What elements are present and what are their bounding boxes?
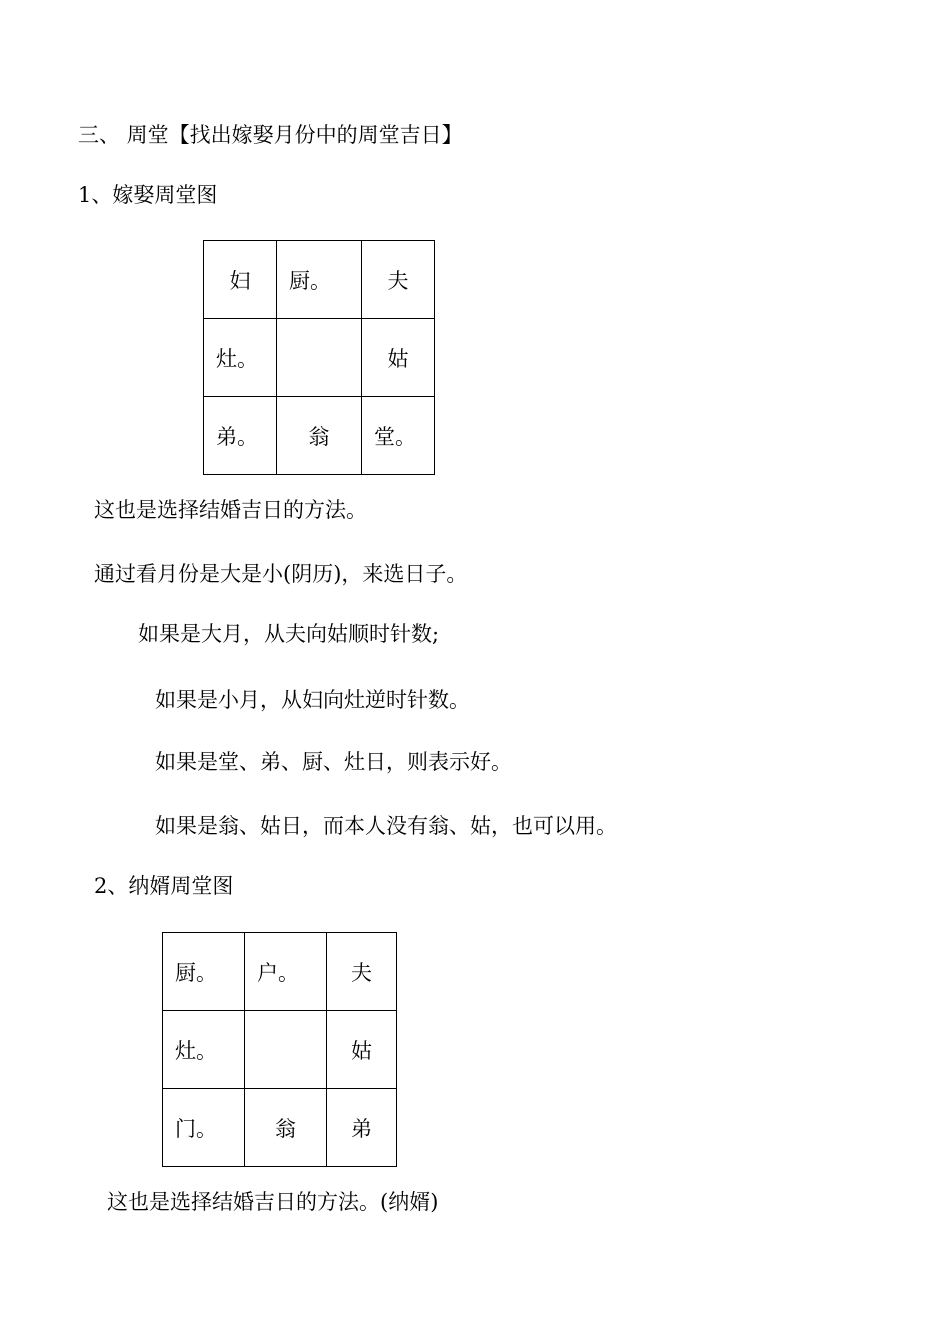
grid-row xyxy=(163,1089,397,1167)
part1-method: 通过看月份是大是小(阴历)，来选日子。 xyxy=(94,562,468,586)
rule-big-month: 如果是大月，从夫向姑顺时针数; xyxy=(138,622,440,646)
grid-cell: 厨。 xyxy=(277,241,362,319)
part2-note: 这也是选择结婚吉日的方法。(纳婿) xyxy=(107,1190,439,1214)
section-heading: 三、 周堂【找出嫁娶月份中的周堂吉日】 xyxy=(78,123,463,147)
grid-cell: 翁 xyxy=(277,397,362,475)
grid-cell: 门。 xyxy=(163,1089,245,1167)
part1-heading: 1、嫁娶周堂图 xyxy=(78,183,218,207)
grid-row xyxy=(163,933,397,1011)
grid-cell: 灶。 xyxy=(204,319,277,397)
grid-cell: 户。 xyxy=(245,933,327,1011)
marriage-zhoutang-grid xyxy=(203,240,435,475)
grid-cell: 姑 xyxy=(327,1011,397,1089)
grid-cell xyxy=(277,319,362,397)
grid-row xyxy=(163,1011,397,1089)
son-in-law-zhoutang-grid xyxy=(162,932,397,1167)
grid-cell: 弟。 xyxy=(204,397,277,475)
rule-acceptable-days: 如果是翁、姑日，而本人没有翁、姑，也可以用。 xyxy=(155,814,617,838)
grid-row xyxy=(204,319,435,397)
grid-cell: 夫 xyxy=(327,933,397,1011)
grid-cell: 弟 xyxy=(327,1089,397,1167)
grid-cell: 灶。 xyxy=(163,1011,245,1089)
grid-cell: 翁 xyxy=(245,1089,327,1167)
grid-cell: 姑 xyxy=(362,319,435,397)
grid-cell: 妇 xyxy=(204,241,277,319)
grid-row xyxy=(204,241,435,319)
part1-note: 这也是选择结婚吉日的方法。 xyxy=(94,498,367,522)
grid-cell: 堂。 xyxy=(362,397,435,475)
grid-row xyxy=(204,397,435,475)
rule-good-days: 如果是堂、弟、厨、灶日，则表示好。 xyxy=(155,750,512,774)
part2-heading: 2、纳婿周堂图 xyxy=(94,874,234,898)
rule-small-month: 如果是小月，从妇向灶逆时针数。 xyxy=(155,688,470,712)
grid-cell: 夫 xyxy=(362,241,435,319)
grid-cell xyxy=(245,1011,327,1089)
grid-cell: 厨。 xyxy=(163,933,245,1011)
